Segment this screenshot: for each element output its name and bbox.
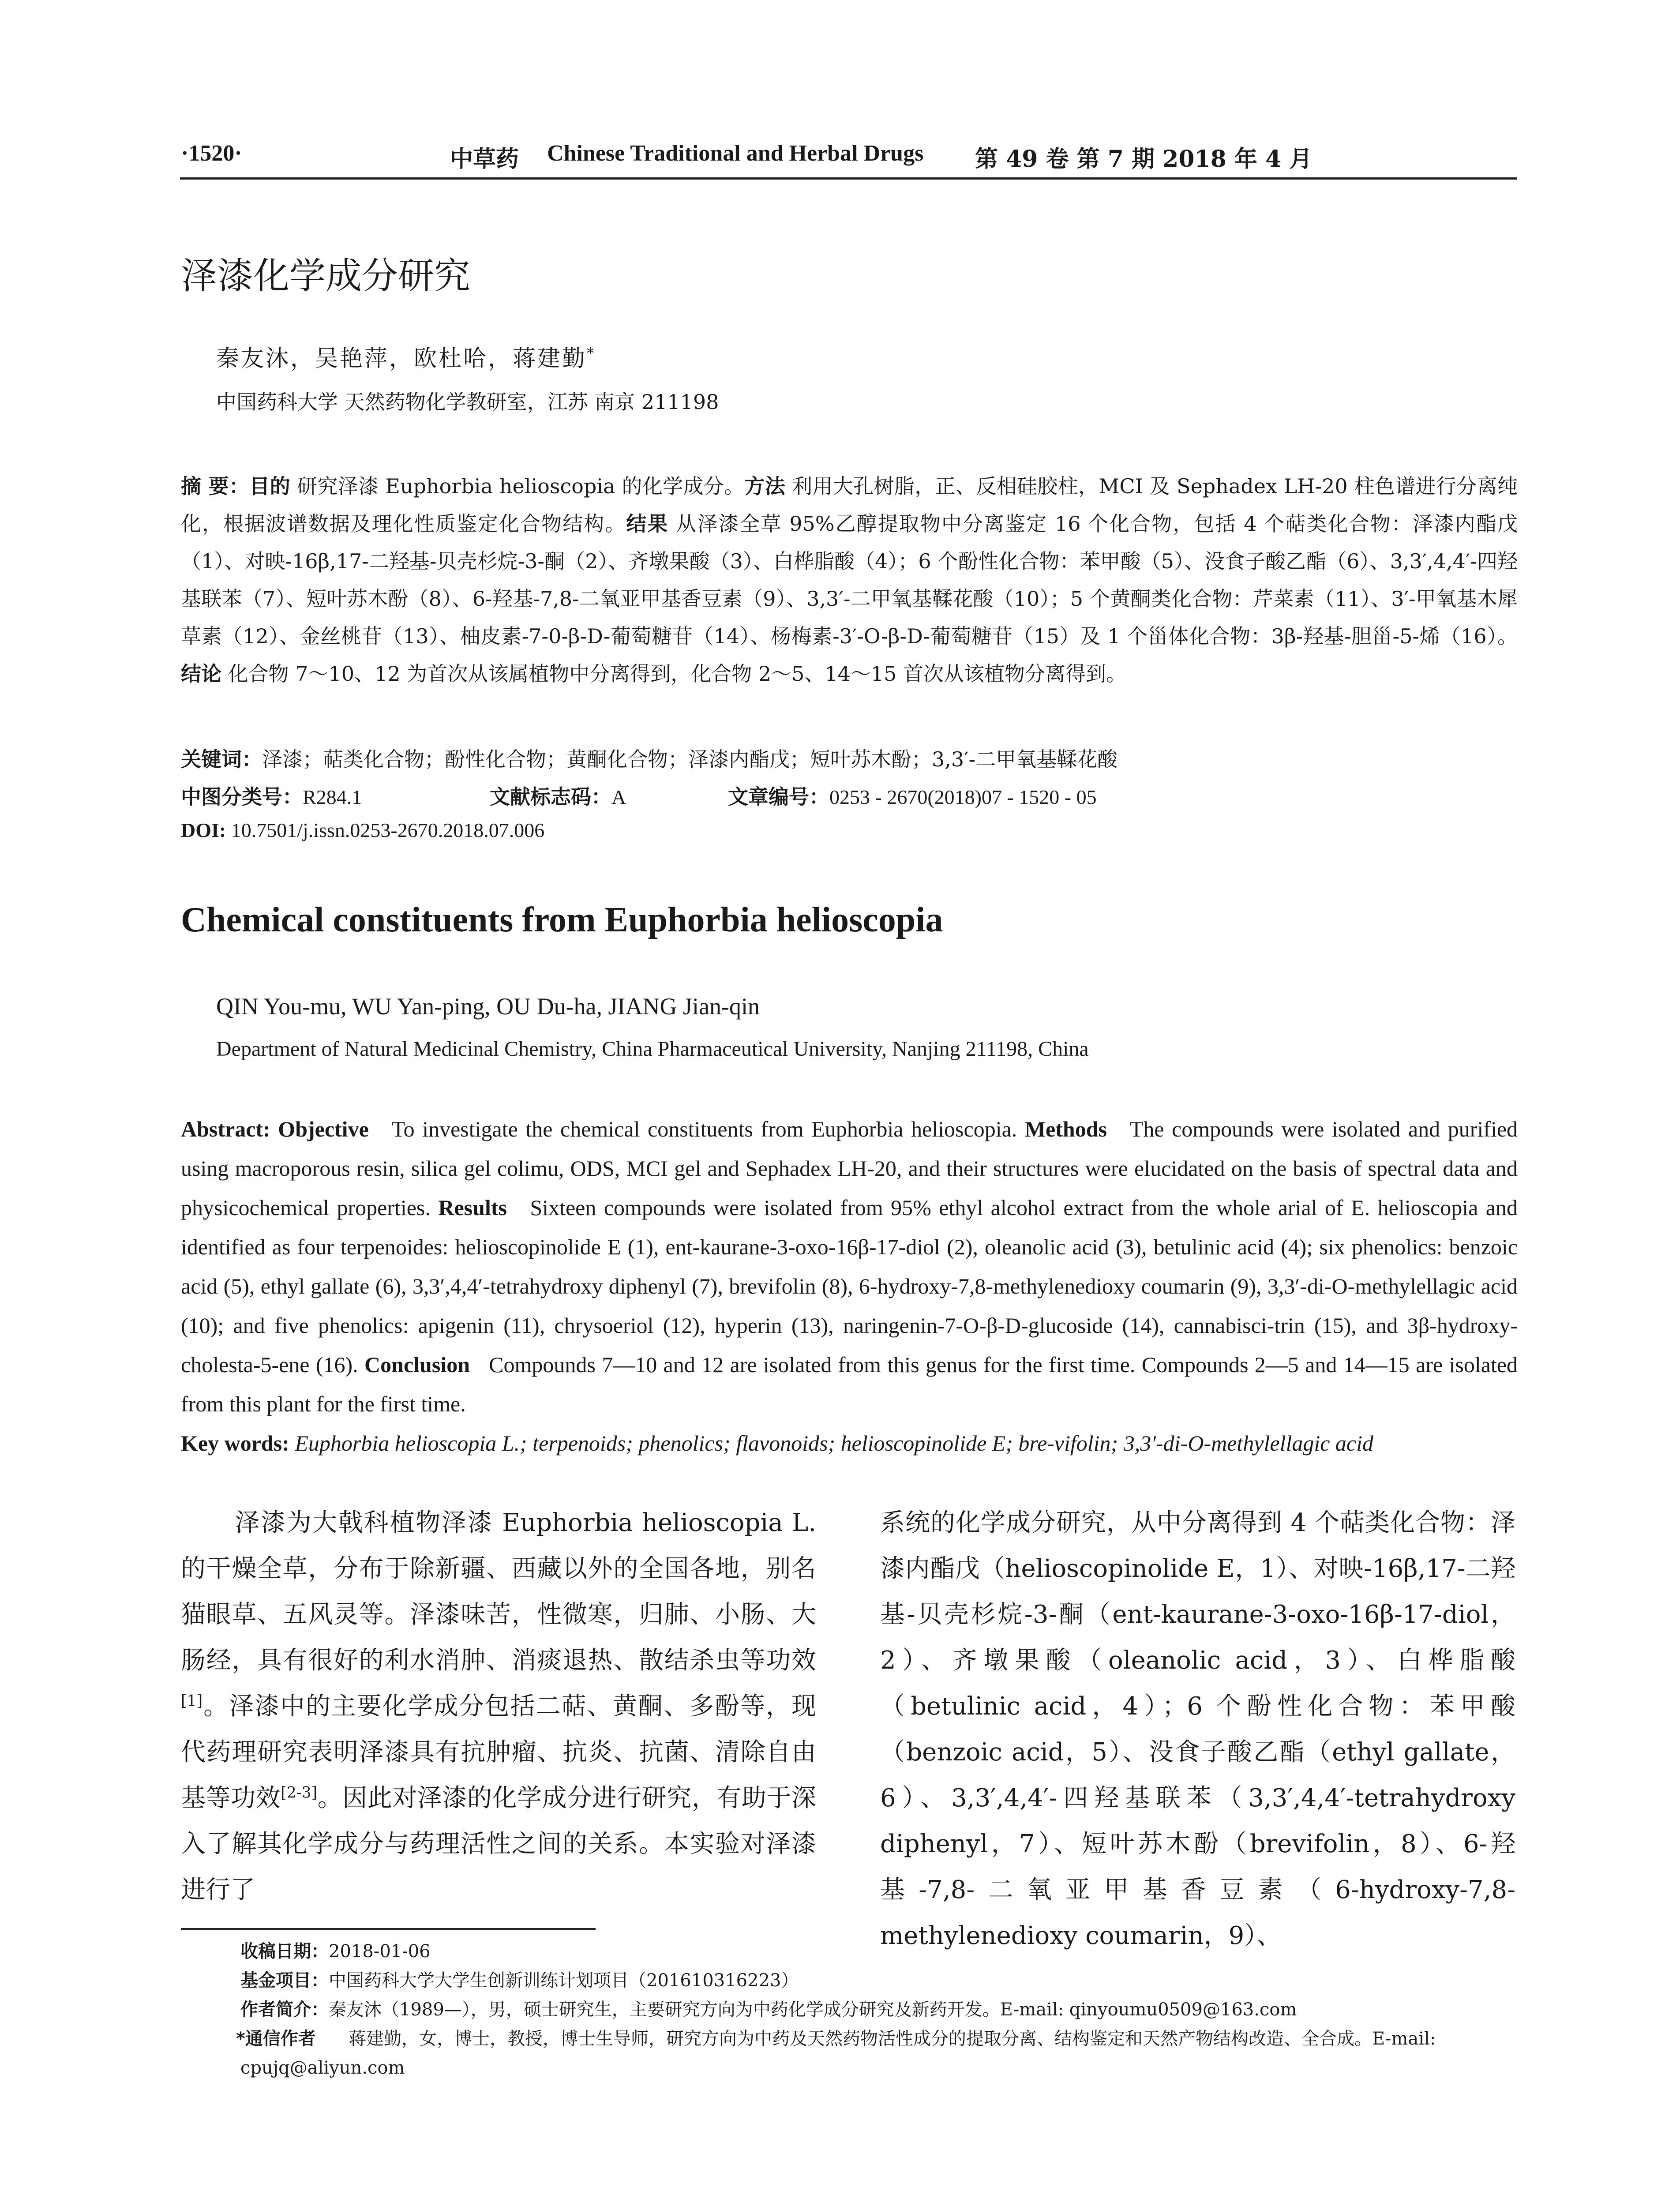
journal-name-en: Chinese Traditional and Herbal Drugs <box>547 141 924 166</box>
journal-name-cn: 中草药 <box>450 146 519 173</box>
results-label-en: Results <box>438 1195 507 1220</box>
objective-label-cn: 目的 <box>249 474 291 498</box>
page-number: ·1520· <box>181 141 242 166</box>
intro-text-a: 泽漆为大戟科植物泽漆 Euphorbia helioscopia L. 的干燥全草，分布于除新疆、西藏以外的全国各地，别名猫眼草、五风灵等。泽漆味苦，性微寒，归肺、小肠、大肠经，具有很好的利水消肿、消痰退热、散结杀虫等功效 <box>181 1508 816 1675</box>
intro-text-continued: 系统的化学成分研究，从中分离得到 4 个萜类化合物：泽漆内酯戊（helioscopinolide E，1）、对映-16β,17-二羟基-贝壳杉烷-3-酮（ent-kaurane-3-oxo-16β-17-diol，2）、齐墩果酸（oleanolic acid，3）、白桦脂酸（betulinic acid，4）；6 个酚性化合物：苯甲酸（benzoic acid，5）、没食子酸乙酯（ethyl gallate，6）、3,3′,4,4′-四羟基联苯（3,3′,4,4′-tetrahydroxy diphenyl，7）、短叶苏木酚（brevifolin，8）、6-羟基-7,8-二氧亚甲基香豆素（6-hydroxy-7,8-methylenedioxy coumarin，9）、 <box>880 1508 1515 1950</box>
footnote-received: 收稿日期：2018-01-06 <box>240 1941 431 1962</box>
body-column-right <box>880 1500 1515 1959</box>
intro-text-c: 。因此对泽漆的化学成分进行研究，有助于深入了解其化学成分与药理活性之间的关系。本实验对泽漆进行了 <box>181 1784 817 1904</box>
issue-info: 第 49 卷 第 7 期 2018 年 4 月 <box>975 146 1312 173</box>
keywords-en: Euphorbia helioscopia L.; terpenoids; phenolics; flavonoids; helioscopinolide E; bre-vifolin; 3,3′-di-O-methylellagic acid <box>295 1431 1374 1456</box>
abstract-label-cn: 摘 要： <box>181 474 250 498</box>
methods-label-en: Methods <box>1024 1117 1107 1141</box>
results-label-cn: 结果 <box>626 512 669 536</box>
abstract-en <box>181 1110 1518 1463</box>
methods-label-cn: 方法 <box>744 474 786 498</box>
ref-2-3: [2-3] <box>281 1784 318 1802</box>
authors-cn: 秦友沐，吴艳萍，欧杜哈，蒋建勤* <box>216 345 596 372</box>
conclusion-label-cn: 结论 <box>181 662 221 686</box>
affiliation-en: Department of Natural Medicinal Chemistry, China Pharmaceutical University, Nanjing 211198, China <box>216 1037 1089 1061</box>
keywords-text-cn: 泽漆；萜类化合物；酚性化合物；黄酮化合物；泽漆内酯戊；短叶苏木酚；3,3′-二甲氧基鞣花酸 <box>262 747 1118 771</box>
footnote-fund: 基金项目：中国药科大学大学生创新训练计划项目（201610316223） <box>240 1970 799 1991</box>
doi-line <box>181 818 544 842</box>
results-en: Sixteen compounds were isolated from 95% ethyl alcohol extract from the whole arial of E. helioscopia and identified as four terpenoides: helioscopinolide E (1), ent-kaurane-3-oxo-16β-17-diol (2), oleanolic acid (3), betulinic acid (4); six phenolics: benzoic acid (5), ethyl gallate (6), 3,3′,4,4′-tetrahydroxy diphenyl (7), brevifolin (8), 6-hydroxy-7,8-methylenedioxy coumarin (9), 3,3′-di-O-methylellagic acid (10); and five phenolics: apigenin (11), chrysoeriol (12), hyperin (13), naringenin-7-O-β-D-glucoside (14), cannabisci-trin (15), and 3β-hydroxy-cholesta-5-ene (16). <box>181 1195 1518 1377</box>
keywords-cn <box>181 743 1118 773</box>
footnote-corresponding: *通信作者 蒋建勤，女，博士，教授，博士生导师，研究方向为中药及天然药物活性成分的提取分离、结构鉴定和天然产物结构改造、全合成。E-mail: cpujq@aliyun.com <box>236 2029 1436 2078</box>
footnote-rule <box>181 1928 596 1930</box>
results-cn: 从泽漆全草 95%乙醇提取物中分离鉴定 16 个化合物，包括 4 个萜类化合物：泽漆内酯戊（1）、对映-16β,17-二羟基-贝壳杉烷-3-酮（2）、齐墩果酸（3）、白桦脂酸（4）；6 个酚性化合物：苯甲酸（5）、没食子酸乙酯（6）、3,3′,4,4′-四羟基联苯（7）、短叶苏木酚（8）、6-羟基-7,8-二氧亚甲基香豆素（9）、3,3′-二甲氧基鞣花酸（10）；5 个黄酮类化合物：芹菜素（11）、3′-甲氧基木犀草素（12）、金丝桃苷（13）、柚皮素-7-0-β-D-葡萄糖苷（14）、杨梅素-3′-O-β-D-葡萄糖苷（15）及 1 个甾体化合物：3β-羟基-胆甾-5-烯（16）。 <box>181 512 1518 648</box>
abstract-label-en: Abstract: <box>181 1117 270 1141</box>
keywords-label-cn: 关键词： <box>181 747 262 771</box>
doi-label: DOI: <box>181 819 226 841</box>
intro-text-b: 。泽漆中的主要化学成分包括二萜、黄酮、多酚等，现代药理研究表明泽漆具有抗肿瘤、抗炎、抗菌、清除自由基等功效 <box>181 1692 816 1812</box>
clc-value: R284.1 <box>303 786 362 808</box>
conclusion-label-en: Conclusion <box>364 1352 470 1377</box>
authors-en: QIN You-mu, WU Yan-ping, OU Du-ha, JIANG Jian-qin <box>216 993 760 1020</box>
doi-value: 10.7501/j.issn.0253-2670.2018.07.006 <box>231 819 545 841</box>
objective-en: To investigate the chemical constituents from Euphorbia helioscopia. <box>391 1117 1017 1141</box>
classification-line <box>181 781 1097 810</box>
objective-label-en: Objective <box>278 1117 369 1141</box>
conclusion-en: Compounds 7—10 and 12 are isolated from this genus for the first time. Compounds 2—5 and 14—15 are isolated from this plant for the first time. <box>181 1352 1518 1416</box>
methods-en: The compounds were isolated and purified using macroporous resin, silica gel colimu, ODS, MCI gel and Sephadex LH-20, and their structures were elucidated on the basis of spectral data and physicochemical properties. <box>181 1117 1518 1220</box>
methods-cn: 利用大孔树脂，正、反相硅胶柱，MCI 及 Sephadex LH-20 柱色谱进行分离纯化，根据波谱数据及理化性质鉴定化合物结构。 <box>181 474 1518 536</box>
title-cn: 泽漆化学成分研究 <box>181 255 471 297</box>
doc-code-label: 文献标志码： <box>490 785 611 809</box>
article-no-value: 0253 - 2670(2018)07 - 1520 - 05 <box>829 786 1097 808</box>
corresponding-mark: * <box>587 345 596 362</box>
abstract-cn <box>181 468 1518 693</box>
header-rule <box>180 177 1517 180</box>
title-en: Chemical constituents from Euphorbia helioscopia <box>181 900 943 939</box>
article-no-label: 文章编号： <box>728 785 829 809</box>
ref-1: [1] <box>181 1692 203 1710</box>
clc-label: 中图分类号： <box>181 785 303 809</box>
footnote-author: 作者简介：秦友沐（1989—），男，硕士研究生，主要研究方向为中药化学成分研究及新药开发。E-mail: qinyoumu0509@163.com <box>240 2000 1297 2020</box>
conclusion-cn: 化合物 7～10、12 为首次从该属植物中分离得到，化合物 2～5、14～15 首次从该植物分离得到。 <box>228 662 1127 686</box>
keywords-label-en: Key words: <box>181 1431 289 1456</box>
affiliation-cn: 中国药科大学 天然药物化学教研室，江苏 南京 211198 <box>216 390 719 414</box>
running-header <box>181 140 1518 176</box>
body-column-left <box>181 1500 816 1913</box>
doc-code-value: A <box>611 786 626 808</box>
objective-cn: 研究泽漆 Euphorbia helioscopia 的化学成分。 <box>297 474 745 498</box>
